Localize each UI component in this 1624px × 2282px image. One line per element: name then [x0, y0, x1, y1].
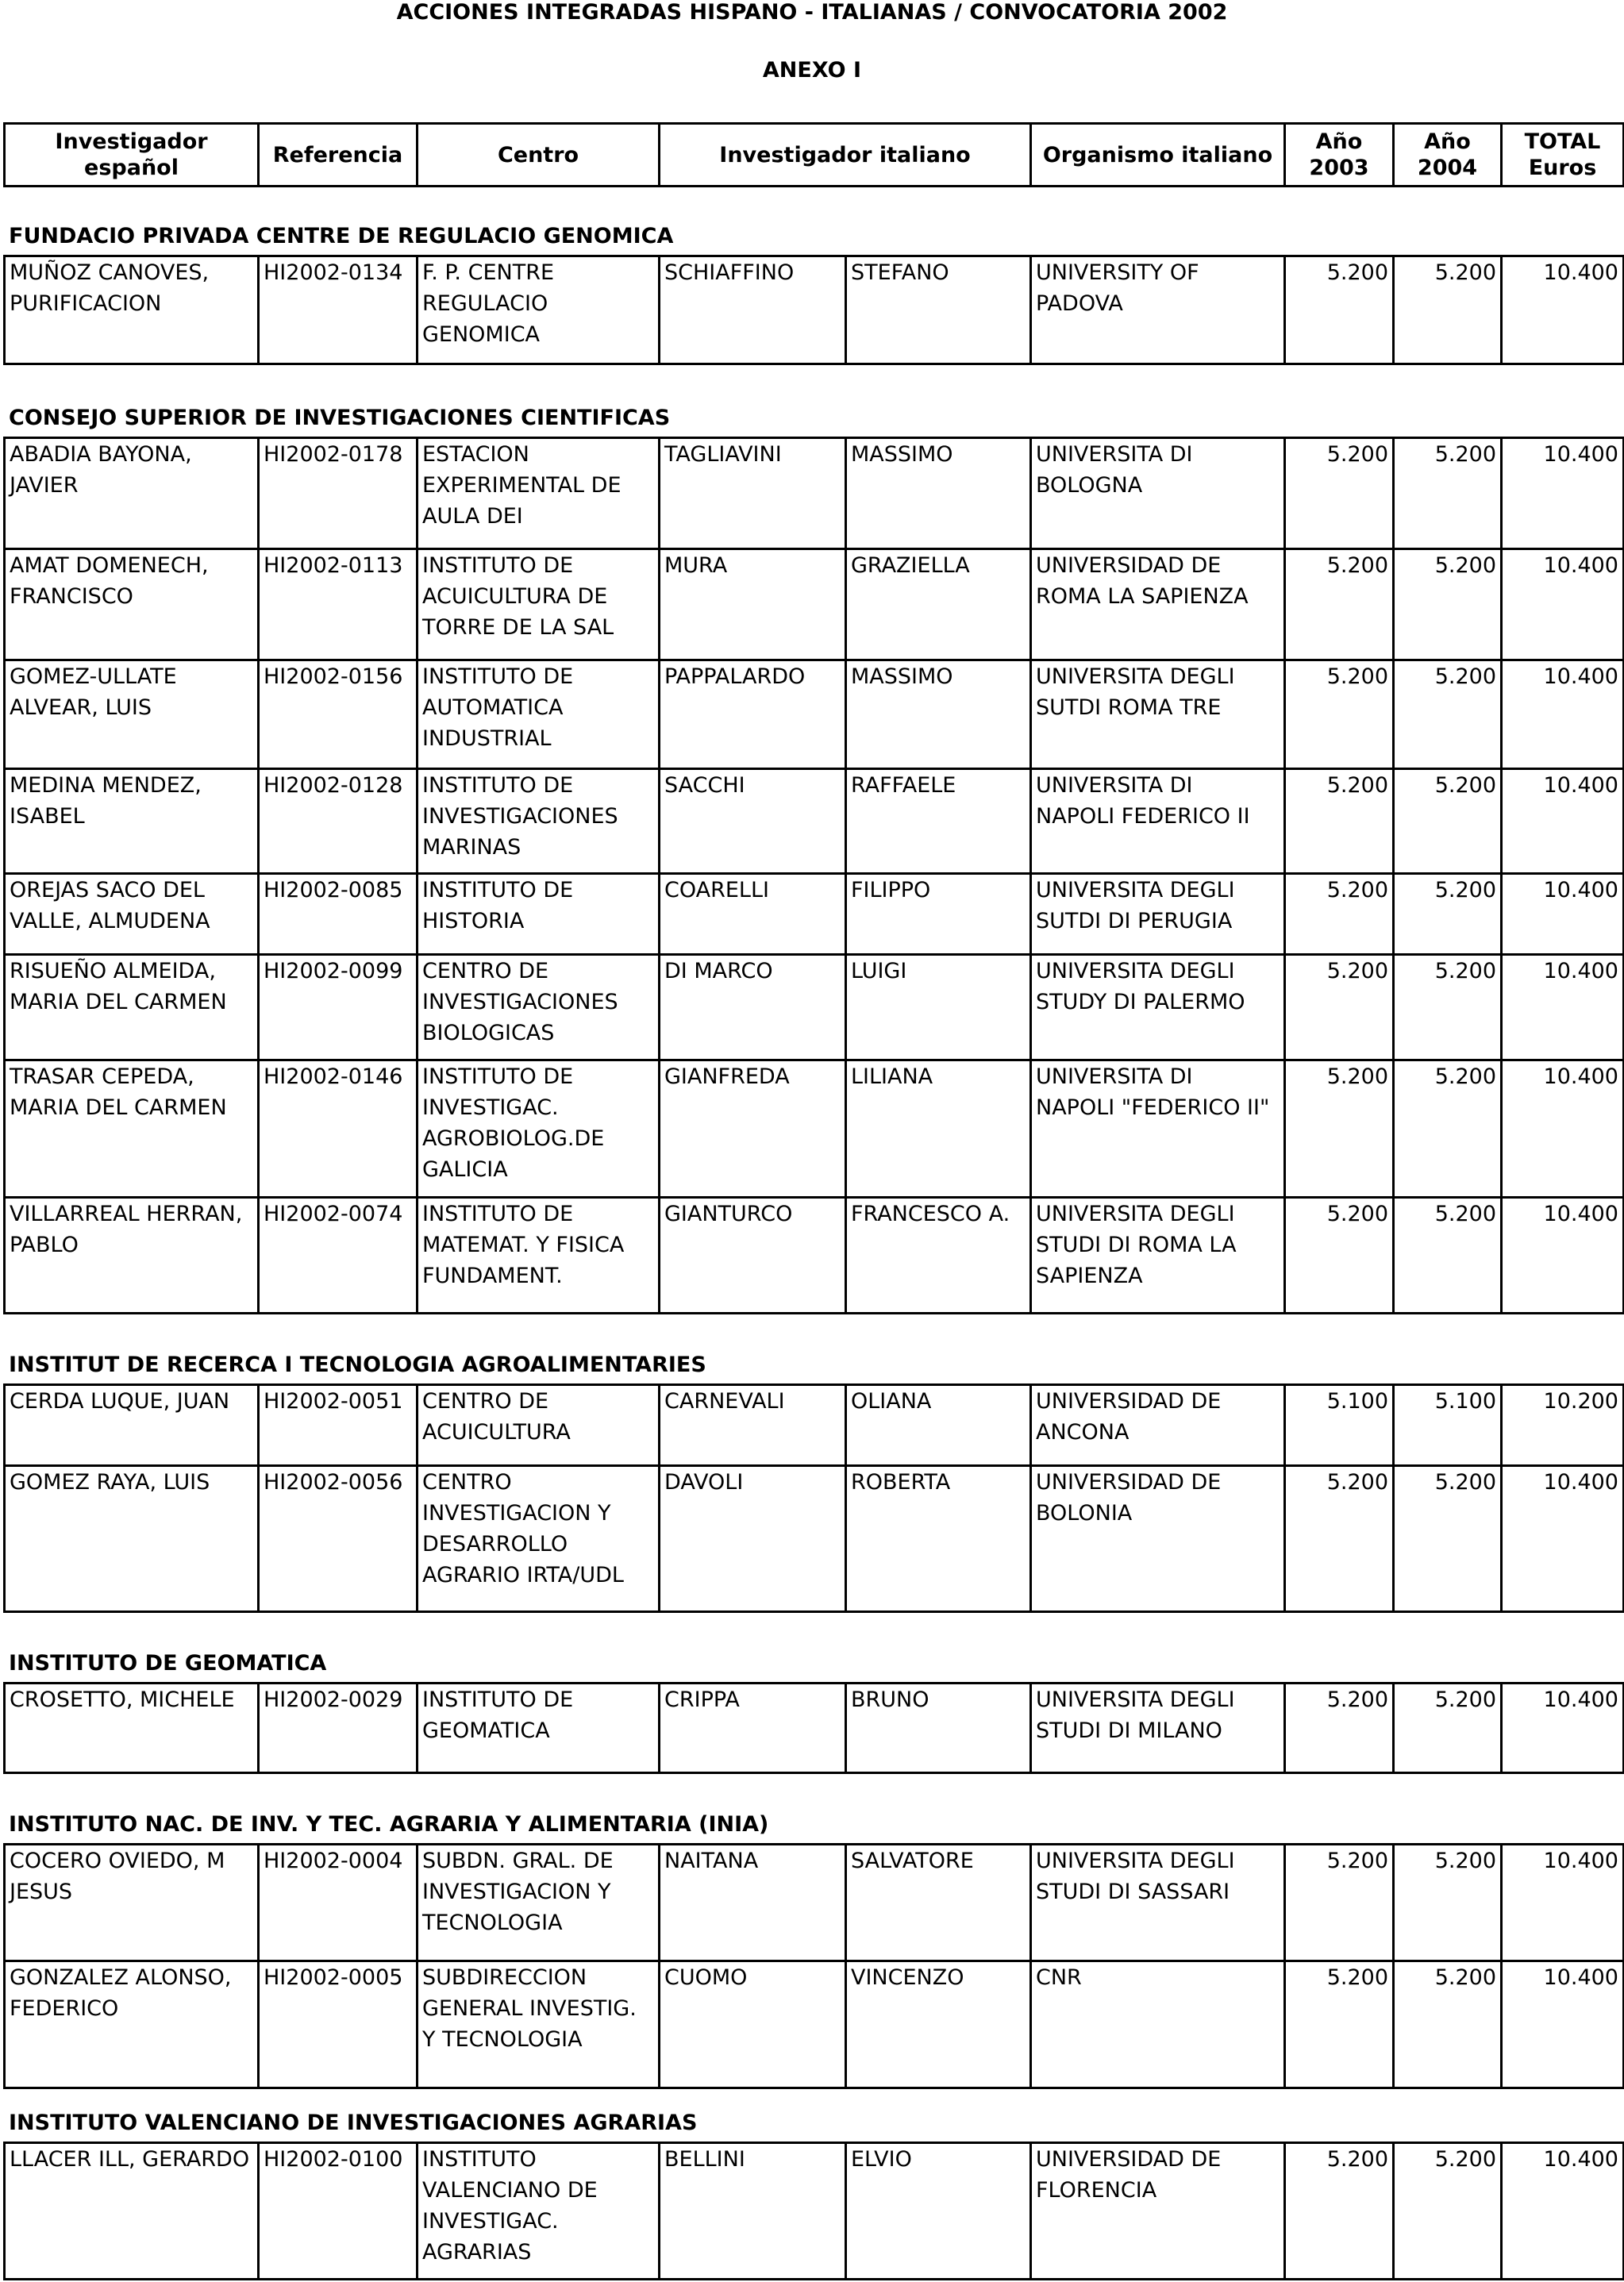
cell-organismo-italiano: UNIVERSITY OF PADOVA: [1031, 256, 1285, 364]
cell-organismo-italiano: UNIVERSIDAD DE ROMA LA SAPIENZA: [1031, 549, 1285, 660]
cell-organismo-italiano: UNIVERSITA DEGLI STUDI DI SASSARI: [1031, 1845, 1285, 1961]
cell-investigador-italiano-nombre: OLIANA: [846, 1385, 1031, 1466]
cell-organismo-italiano: UNIVERSIDAD DE FLORENCIA: [1031, 2143, 1285, 2280]
cell-organismo-italiano: UNIVERSITA DEGLI SUTDI DI PERUGIA: [1031, 874, 1285, 955]
cell-referencia: HI2002-0146: [259, 1060, 418, 1198]
cell-importe-2004: 5.200: [1394, 955, 1502, 1060]
cell-investigador-italiano-apellido: MURA: [660, 549, 846, 660]
cell-importe-2003: 5.200: [1285, 1060, 1394, 1198]
cell-investigador-italiano-nombre: ELVIO: [846, 2143, 1031, 2280]
cell-importe-2004: 5.200: [1394, 660, 1502, 769]
cell-investigador-italiano-apellido: SACCHI: [660, 769, 846, 874]
cell-organismo-italiano: UNIVERSITA DEGLI STUDY DI PALERMO: [1031, 955, 1285, 1060]
cell-importe-2003: 5.100: [1285, 1385, 1394, 1466]
table-row: [5, 1684, 1624, 1773]
cell-investigador-italiano-nombre: GRAZIELLA: [846, 549, 1031, 660]
cell-total-euros: 10.400: [1502, 256, 1624, 364]
cell-total-euros: 10.400: [1502, 1198, 1624, 1314]
cell-centro: INSTITUTO DE GEOMATICA: [418, 1684, 660, 1773]
cell-investigador-italiano-apellido: CUOMO: [660, 1961, 846, 2088]
header-investigador-italiano: Investigador italiano: [660, 124, 1031, 187]
cell-total-euros: 10.400: [1502, 1961, 1624, 2088]
cell-importe-2004: 5.200: [1394, 1466, 1502, 1612]
cell-organismo-italiano: UNIVERSITA DI NAPOLI FEDERICO II: [1031, 769, 1285, 874]
cell-organismo-italiano: UNIVERSITA DEGLI STUDI DI MILANO: [1031, 1684, 1285, 1773]
cell-importe-2003: 5.200: [1285, 1684, 1394, 1773]
cell-referencia: HI2002-0074: [259, 1198, 418, 1314]
cell-investigador-italiano-nombre: BRUNO: [846, 1684, 1031, 1773]
cell-investigador-italiano-nombre: ROBERTA: [846, 1466, 1031, 1612]
cell-centro: INSTITUTO DE ACUICULTURA DE TORRE DE LA SAL: [418, 549, 660, 660]
cell-importe-2003: 5.200: [1285, 874, 1394, 955]
cell-investigador-italiano-nombre: SALVATORE: [846, 1845, 1031, 1961]
header-referencia: Referencia: [259, 124, 418, 187]
cell-investigador-italiano-apellido: BELLINI: [660, 2143, 846, 2280]
cell-total-euros: 10.400: [1502, 438, 1624, 549]
cell-organismo-italiano: CNR: [1031, 1961, 1285, 2088]
cell-importe-2003: 5.200: [1285, 256, 1394, 364]
table-row: [5, 438, 1624, 549]
table-row: [5, 769, 1624, 874]
cell-investigador-italiano-apellido: SCHIAFFINO: [660, 256, 846, 364]
cell-importe-2003: 5.200: [1285, 769, 1394, 874]
cell-importe-2004: 5.200: [1394, 256, 1502, 364]
header-ano-2004: Año 2004: [1394, 124, 1502, 187]
cell-investigador-espanol: MEDINA MENDEZ, ISABEL: [5, 769, 259, 874]
cell-investigador-italiano-nombre: LILIANA: [846, 1060, 1031, 1198]
cell-total-euros: 10.400: [1502, 955, 1624, 1060]
cell-investigador-espanol: AMAT DOMENECH, FRANCISCO: [5, 549, 259, 660]
header-total-euros: TOTAL Euros: [1502, 124, 1624, 187]
table-row: [5, 1198, 1624, 1314]
cell-investigador-espanol: CROSETTO, MICHELE: [5, 1684, 259, 1773]
cell-investigador-espanol: VILLARREAL HERRAN, PABLO: [5, 1198, 259, 1314]
cell-investigador-italiano-apellido: PAPPALARDO: [660, 660, 846, 769]
cell-importe-2004: 5.200: [1394, 769, 1502, 874]
cell-importe-2004: 5.200: [1394, 874, 1502, 955]
section-title: INSTITUTO DE GEOMATICA: [9, 1651, 327, 1676]
cell-organismo-italiano: UNIVERSITA DEGLI STUDI DI ROMA LA SAPIENZA: [1031, 1198, 1285, 1314]
cell-investigador-italiano-apellido: CARNEVALI: [660, 1385, 846, 1466]
cell-importe-2003: 5.200: [1285, 438, 1394, 549]
cell-importe-2004: 5.100: [1394, 1385, 1502, 1466]
cell-investigador-espanol: TRASAR CEPEDA, MARIA DEL CARMEN: [5, 1060, 259, 1198]
cell-investigador-espanol: GONZALEZ ALONSO, FEDERICO: [5, 1961, 259, 2088]
column-header-table: [3, 122, 1624, 187]
cell-referencia: HI2002-0051: [259, 1385, 418, 1466]
cell-importe-2004: 5.200: [1394, 1961, 1502, 2088]
cell-investigador-espanol: CERDA LUQUE, JUAN: [5, 1385, 259, 1466]
cell-importe-2003: 5.200: [1285, 660, 1394, 769]
cell-referencia: HI2002-0056: [259, 1466, 418, 1612]
cell-referencia: HI2002-0128: [259, 769, 418, 874]
section-table: [3, 255, 1624, 365]
cell-investigador-italiano-nombre: FRANCESCO A.: [846, 1198, 1031, 1314]
cell-investigador-espanol: GOMEZ-ULLATE ALVEAR, LUIS: [5, 660, 259, 769]
cell-importe-2004: 5.200: [1394, 549, 1502, 660]
cell-referencia: HI2002-0113: [259, 549, 418, 660]
cell-total-euros: 10.200: [1502, 1385, 1624, 1466]
cell-investigador-espanol: OREJAS SACO DEL VALLE, ALMUDENA: [5, 874, 259, 955]
cell-investigador-espanol: ABADIA BAYONA, JAVIER: [5, 438, 259, 549]
cell-investigador-italiano-apellido: GIANFREDA: [660, 1060, 846, 1198]
cell-organismo-italiano: UNIVERSIDAD DE ANCONA: [1031, 1385, 1285, 1466]
table-row: [5, 874, 1624, 955]
section-title: INSTITUTO VALENCIANO DE INVESTIGACIONES AGRARIAS: [9, 2111, 698, 2135]
cell-investigador-italiano-apellido: NAITANA: [660, 1845, 846, 1961]
table-row: [5, 1845, 1624, 1961]
cell-investigador-italiano-apellido: DAVOLI: [660, 1466, 846, 1612]
cell-investigador-italiano-apellido: TAGLIAVINI: [660, 438, 846, 549]
annex-label: ANEXO I: [762, 58, 862, 83]
cell-importe-2003: 5.200: [1285, 2143, 1394, 2280]
cell-centro: CENTRO INVESTIGACION Y DESARROLLO AGRARIO IRTA/UDL: [418, 1466, 660, 1612]
cell-investigador-espanol: LLACER ILL, GERARDO: [5, 2143, 259, 2280]
cell-importe-2003: 5.200: [1285, 549, 1394, 660]
cell-referencia: HI2002-0134: [259, 256, 418, 364]
table-row: [5, 549, 1624, 660]
cell-referencia: HI2002-0029: [259, 1684, 418, 1773]
header-ano-2003: Año 2003: [1285, 124, 1394, 187]
cell-centro: INSTITUTO DE HISTORIA: [418, 874, 660, 955]
cell-referencia: HI2002-0100: [259, 2143, 418, 2280]
cell-centro: SUBDIRECCION GENERAL INVESTIG. Y TECNOLOGIA: [418, 1961, 660, 2088]
section-table: [3, 1843, 1624, 2089]
cell-centro: INSTITUTO DE MATEMAT. Y FISICA FUNDAMENT.: [418, 1198, 660, 1314]
cell-centro: F. P. CENTRE REGULACIO GENOMICA: [418, 256, 660, 364]
section-table: [3, 1383, 1624, 1613]
cell-total-euros: 10.400: [1502, 660, 1624, 769]
cell-investigador-italiano-apellido: COARELLI: [660, 874, 846, 955]
cell-organismo-italiano: UNIVERSITA DI BOLOGNA: [1031, 438, 1285, 549]
cell-centro: INSTITUTO DE INVESTIGACIONES MARINAS: [418, 769, 660, 874]
cell-total-euros: 10.400: [1502, 1060, 1624, 1198]
cell-centro: INSTITUTO DE AUTOMATICA INDUSTRIAL: [418, 660, 660, 769]
table-row: [5, 2143, 1624, 2280]
cell-total-euros: 10.400: [1502, 1845, 1624, 1961]
table-row: [5, 1060, 1624, 1198]
cell-organismo-italiano: UNIVERSIDAD DE BOLONIA: [1031, 1466, 1285, 1612]
section-title: INSTITUTO NAC. DE INV. Y TEC. AGRARIA Y ALIMENTARIA (INIA): [9, 1812, 769, 1837]
cell-importe-2003: 5.200: [1285, 1845, 1394, 1961]
cell-investigador-italiano-apellido: DI MARCO: [660, 955, 846, 1060]
cell-referencia: HI2002-0099: [259, 955, 418, 1060]
cell-investigador-espanol: MUÑOZ CANOVES, PURIFICACION: [5, 256, 259, 364]
header-organismo-italiano: Organismo italiano: [1031, 124, 1285, 187]
cell-total-euros: 10.400: [1502, 1684, 1624, 1773]
cell-referencia: HI2002-0004: [259, 1845, 418, 1961]
cell-importe-2003: 5.200: [1285, 1198, 1394, 1314]
cell-total-euros: 10.400: [1502, 1466, 1624, 1612]
section-title: INSTITUT DE RECERCA I TECNOLOGIA AGROALIMENTARIES: [9, 1353, 706, 1377]
table-row: [5, 1466, 1624, 1612]
section-table: [3, 437, 1624, 1314]
section-table: [3, 2142, 1624, 2280]
cell-referencia: HI2002-0005: [259, 1961, 418, 2088]
cell-importe-2004: 5.200: [1394, 1845, 1502, 1961]
cell-centro: INSTITUTO VALENCIANO DE INVESTIGAC. AGRARIAS: [418, 2143, 660, 2280]
section-title: CONSEJO SUPERIOR DE INVESTIGACIONES CIENTIFICAS: [9, 406, 671, 430]
cell-total-euros: 10.400: [1502, 874, 1624, 955]
table-row: [5, 1961, 1624, 2088]
cell-referencia: HI2002-0085: [259, 874, 418, 955]
cell-importe-2003: 5.200: [1285, 955, 1394, 1060]
table-row: [5, 1385, 1624, 1466]
cell-investigador-italiano-nombre: STEFANO: [846, 256, 1031, 364]
cell-centro: INSTITUTO DE INVESTIGAC. AGROBIOLOG.DE GALICIA: [418, 1060, 660, 1198]
cell-referencia: HI2002-0156: [259, 660, 418, 769]
cell-importe-2003: 5.200: [1285, 1466, 1394, 1612]
section-table: [3, 1682, 1624, 1774]
cell-investigador-espanol: GOMEZ RAYA, LUIS: [5, 1466, 259, 1612]
document-title: ACCIONES INTEGRADAS HISPANO - ITALIANAS / CONVOCATORIA 2002: [396, 0, 1228, 25]
cell-investigador-italiano-nombre: LUIGI: [846, 955, 1031, 1060]
cell-total-euros: 10.400: [1502, 2143, 1624, 2280]
cell-centro: ESTACION EXPERIMENTAL DE AULA DEI: [418, 438, 660, 549]
cell-importe-2004: 5.200: [1394, 1060, 1502, 1198]
cell-importe-2004: 5.200: [1394, 1684, 1502, 1773]
section-title: FUNDACIO PRIVADA CENTRE DE REGULACIO GENOMICA: [9, 224, 674, 248]
cell-referencia: HI2002-0178: [259, 438, 418, 549]
cell-investigador-italiano-nombre: VINCENZO: [846, 1961, 1031, 2088]
header-centro: Centro: [418, 124, 660, 187]
cell-investigador-italiano-nombre: FILIPPO: [846, 874, 1031, 955]
cell-investigador-espanol: COCERO OVIEDO, M JESUS: [5, 1845, 259, 1961]
cell-centro: SUBDN. GRAL. DE INVESTIGACION Y TECNOLOGIA: [418, 1845, 660, 1961]
cell-centro: CENTRO DE ACUICULTURA: [418, 1385, 660, 1466]
cell-total-euros: 10.400: [1502, 549, 1624, 660]
cell-investigador-italiano-nombre: RAFFAELE: [846, 769, 1031, 874]
cell-total-euros: 10.400: [1502, 769, 1624, 874]
header-investigador-espanol: Investigador español: [5, 124, 259, 187]
table-row: [5, 256, 1624, 364]
cell-investigador-espanol: RISUEÑO ALMEIDA, MARIA DEL CARMEN: [5, 955, 259, 1060]
table-row: [5, 660, 1624, 769]
cell-importe-2003: 5.200: [1285, 1961, 1394, 2088]
cell-investigador-italiano-apellido: CRIPPA: [660, 1684, 846, 1773]
cell-importe-2004: 5.200: [1394, 438, 1502, 549]
cell-centro: CENTRO DE INVESTIGACIONES BIOLOGICAS: [418, 955, 660, 1060]
cell-importe-2004: 5.200: [1394, 1198, 1502, 1314]
cell-importe-2004: 5.200: [1394, 2143, 1502, 2280]
cell-investigador-italiano-nombre: MASSIMO: [846, 438, 1031, 549]
table-row: [5, 955, 1624, 1060]
cell-organismo-italiano: UNIVERSITA DEGLI SUTDI ROMA TRE: [1031, 660, 1285, 769]
cell-organismo-italiano: UNIVERSITA DI NAPOLI "FEDERICO II": [1031, 1060, 1285, 1198]
cell-investigador-italiano-nombre: MASSIMO: [846, 660, 1031, 769]
cell-investigador-italiano-apellido: GIANTURCO: [660, 1198, 846, 1314]
